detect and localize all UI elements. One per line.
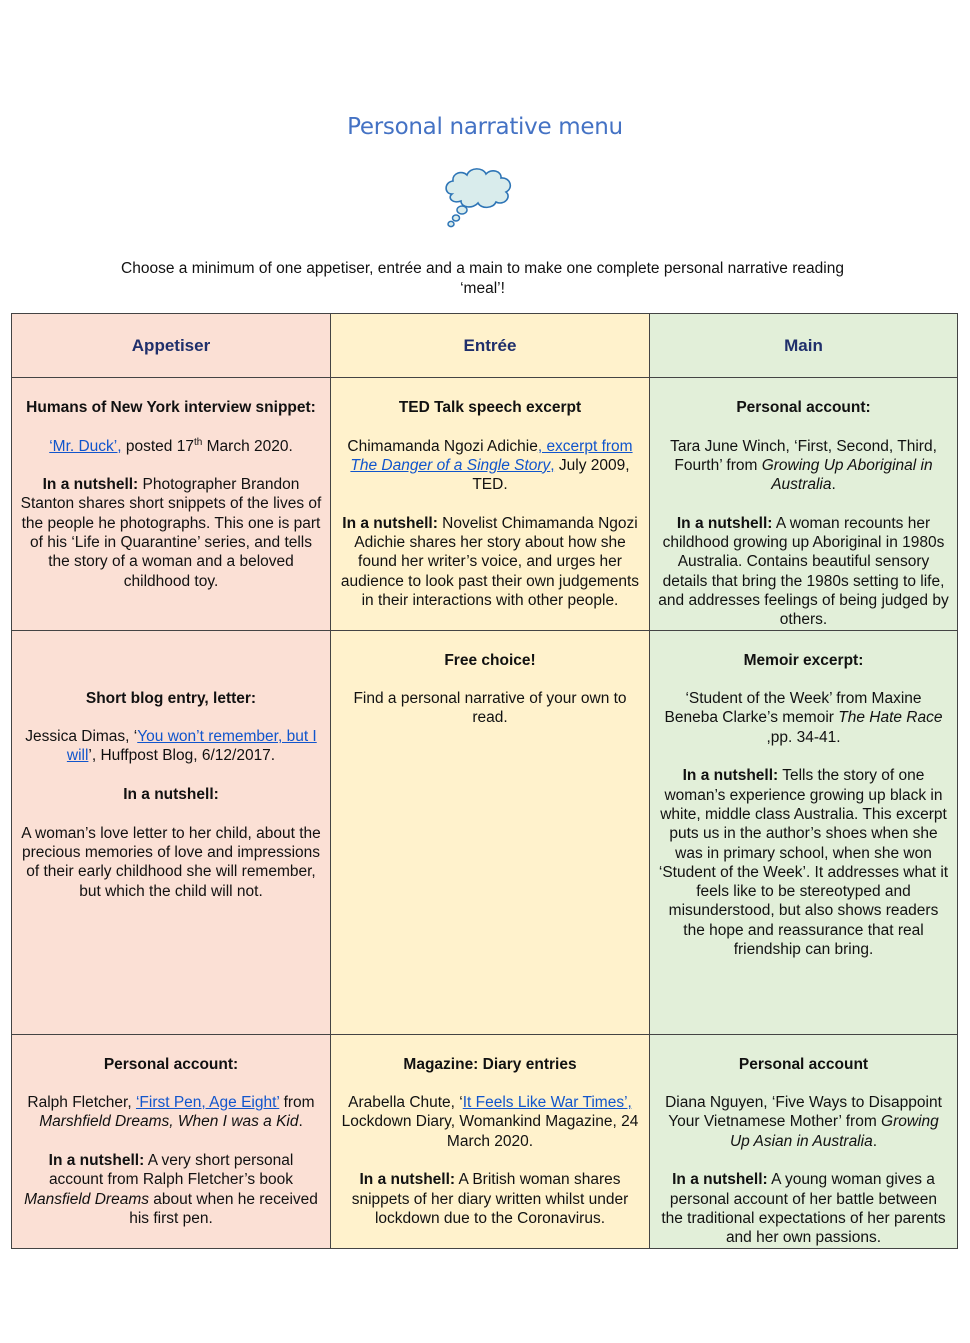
cell-summary: A young woman gives a personal account of her battle between the traditional expectations of her parents and her own passions.: [661, 1171, 946, 1247]
menu-cell: [331, 630, 650, 1034]
cell-summary: A British woman shares snippets of her diary written whilst under lockdown due to the Coronavirus.: [351, 1171, 629, 1227]
cell-summary: A woman recounts her childhood growing up Aboriginal in 1980s Australia. Contains beautiful sensory details that bring the 1980s setting to life, and addresses feelings of being judged by others.: [658, 514, 949, 629]
intro-text: Choose a minimum of one appetiser, entrée and a main to make one complete personal narrative reading ‘meal’!: [121, 260, 844, 297]
menu-cell: Memoir excerpt: ‘Student of the Week’ from Maxine Beneba Clarke’s memoir The Hate Race ,pp. 34-41. In a nutshell: Tells the story of one woman’s experience growing up black in white, middle class Australia. This excerpt puts us in the author’s shoes when she was in primary school, when she won ‘Student of the Week’. It addresses what it feels like to be stereotyped and misunderstood, but also shows readers the hope and reassurance that real friendship can bring.: [650, 630, 958, 1034]
menu-table: [11, 313, 958, 1249]
menu-cell: Personal account Diana Nguyen, ‘Five Ways to Disappoint Your Vietnamese Mother’ from Growing Up Asian in Australia. In a nutshell: A young woman gives a personal account of her battle between the traditional expectations of her parents and her own passions.: [650, 1034, 958, 1248]
cell-body: Find a personal narrative of your own to read.: [353, 690, 627, 727]
nutshell-label: In a nutshell:: [682, 767, 779, 785]
cell-heading: Magazine: Diary entries: [403, 1055, 577, 1073]
menu-cell: Short blog entry, letter: Jessica Dimas, ‘You won’t remember, but I will’, Huffpost Blog, 6/12/2017. In a nutshell: A woman’s love letter to her child, about the precious memories of love and impressions of their early childhood she will remember, but which the child will not.: [12, 630, 331, 1034]
cell-heading: Memoir excerpt:: [743, 651, 864, 669]
nutshell-heading: In a nutshell:: [123, 786, 219, 804]
menu-cell: Personal account: Ralph Fletcher, ‘First Pen, Age Eight’ from Marshfield Dreams, When I was a Kid. In a nutshell: A very short personal account from Ralph Fletcher’s book Mansfield Dreams about when he received his first pen.: [12, 1034, 331, 1248]
nutshell-label: In a nutshell:: [48, 1152, 145, 1170]
cell-heading: Short blog entry, letter:: [85, 689, 257, 707]
menu-cell: Magazine: Diary entries Arabella Chute, ‘It Feels Like War Times’, Lockdown Diary, Womankind Magazine, 24 March 2020. In a nutshell: A British woman shares snippets of her diary written whilst under lockdown due to the Coronavirus.: [331, 1034, 650, 1248]
cell-heading: Free choice!: [444, 651, 536, 669]
menu-cell: Humans of New York interview snippet: ‘Mr. Duck’, posted 17th March 2020. In a nutshell: Photographer Brandon Stanton shares short snippets of the lives of the people he photographs. This one is part of his ‘Life in Quarantine’ series, and tells the story of a woman and a beloved childhood toy.: [12, 378, 331, 631]
menu-cell: Personal account: Tara June Winch, ‘First, Second, Third, Fourth’ from Growing Up Aboriginal in Australia. In a nutshell: A woman recounts her childhood growing up Aboriginal in 1980s Australia. Contains beautiful sensory details that bring the 1980s setting to life, and addresses feelings of being judged by others.: [650, 378, 958, 631]
cell-heading: Personal account: [738, 1055, 869, 1073]
page-title: Personal narrative menu: [347, 114, 623, 140]
source-link[interactable]: ‘First Pen, Age Eight’: [135, 1094, 280, 1112]
thought-bubble-icon: [440, 164, 520, 230]
cell-heading: TED Talk speech excerpt: [398, 399, 582, 416]
nutshell-label: In a nutshell:: [359, 1171, 456, 1189]
cell-summary: A woman’s love letter to her child, about the precious memories of love and impressions of their early childhood she will remember, but which the child will not.: [21, 824, 321, 900]
column-header-main: Main: [650, 314, 958, 378]
nutshell-label: In a nutshell:: [42, 476, 139, 494]
column-header-appetiser: Appetiser: [12, 314, 331, 378]
cell-summary: Novelist Chimamanda Ngozi Adichie shares her story about how she found her writer’s voice, and urges her audience to look past their own judgements in their interactions with other people.: [340, 514, 640, 609]
nutshell-label: In a nutshell:: [342, 514, 438, 532]
nutshell-label: In a nutshell:: [676, 514, 773, 532]
source-link[interactable]: You won’t remember, but I will: [66, 728, 317, 765]
source-link[interactable]: , excerpt from The Danger of a Single Story,: [350, 437, 633, 474]
column-header-entree: Entrée: [331, 314, 650, 378]
cell-summary: Tells the story of one woman’s experience growing up black in white, middle class Australia. This excerpt puts us in the author’s shoes when she was in primary school, when she won ‘Student of the Week’. It addresses what it feels like to be stereotyped and misunderstood, but also shows readers the hope and reassurance that real friendship can bring.: [658, 767, 949, 959]
cell-summary: Photographer Brandon Stanton shares short snippets of the lives of the people he photographs. This one is part of his ‘Life in Quarantine’ series, and tells the story of a woman and a beloved childhood toy.: [20, 476, 322, 590]
cell-heading: Personal account:: [103, 1055, 239, 1073]
source-link[interactable]: ‘Mr. Duck’,: [49, 437, 122, 455]
nutshell-label: In a nutshell:: [672, 1171, 768, 1189]
cell-heading: Personal account:: [736, 399, 871, 416]
cell-heading: Humans of New York interview snippet:: [26, 399, 316, 416]
source-link[interactable]: It Feels Like War Times’,: [462, 1094, 632, 1112]
menu-cell: TED Talk speech excerpt Chimamanda Ngozi Adichie, excerpt from The Danger of a Single Story, July 2009, TED. In a nutshell: Novelist Chimamanda Ngozi Adichie shares her story about how she found her writer’s voice, and urges her audience to look past their own judgements in their interactions with other people.: [331, 378, 650, 631]
